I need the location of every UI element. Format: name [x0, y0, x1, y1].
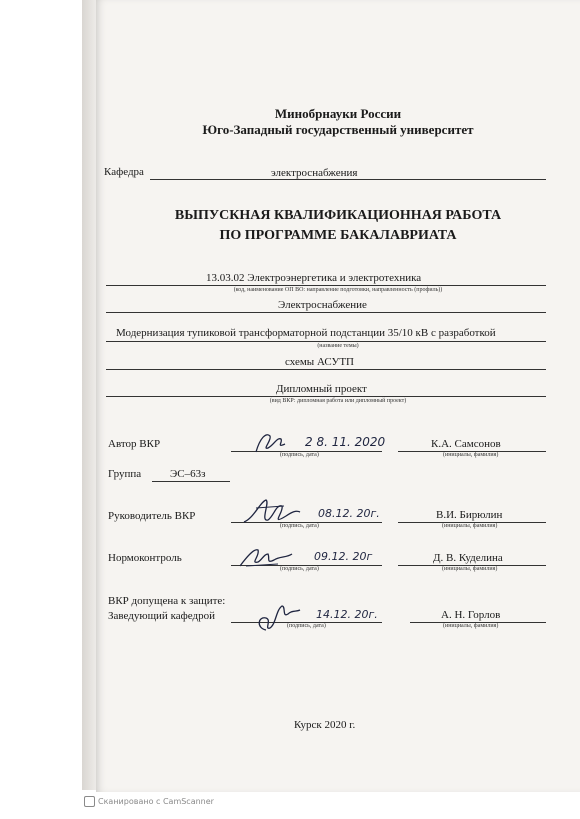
program-profile: Электроснабжение [278, 299, 367, 311]
normcontrol-name: Д. В. Куделина [433, 552, 503, 564]
topic-underline-2 [106, 369, 546, 370]
normcontrol-date: 09.12. 20г [314, 550, 373, 563]
camscanner-icon [84, 796, 95, 807]
head-signature [252, 600, 302, 636]
author-date: 2 8. 11. 2020 [305, 435, 386, 449]
program-caption: (код, наименование ОП ВО: направление подготовки, направленность (профиль)) [233, 287, 443, 293]
normcontrol-name-caption: (инициалы, фамилия) [442, 566, 498, 572]
work-type-value: Дипломный проект [276, 383, 367, 395]
city-year: Курск 2020 г. [294, 719, 356, 731]
work-type-underline [106, 396, 546, 397]
program-underline [106, 285, 546, 286]
topic-line2: схемы АСУТП [285, 356, 354, 368]
university-name: Юго-Западный государственный университет [202, 122, 474, 137]
supervisor-name-caption: (инициалы, фамилия) [442, 523, 498, 529]
author-sign-caption: (подпись, дата) [280, 452, 319, 458]
department-value: электроснабжения [271, 167, 358, 179]
scanner-watermark [84, 796, 214, 807]
profile-underline [106, 312, 546, 313]
department-label: Кафедра [104, 166, 144, 178]
topic-line1: Модернизация тупиковой трансформаторной подстанции 35/10 кВ с разработкой [116, 327, 496, 339]
ministry-name: Минобрнауки России [274, 106, 402, 121]
admission-name-caption: (инициалы, фамилия) [443, 623, 499, 629]
head-name: А. Н. Горлов [441, 609, 501, 621]
topic-caption: (название темы) [317, 343, 359, 349]
head-of-department-label: Заведующий кафедрой [108, 610, 215, 622]
doc-title-line2: ПО ПРОГРАММЕ БАКАЛАВРИАТА [219, 228, 457, 243]
scanner-text: Сканировано с CamScanner [98, 797, 214, 806]
normcontrol-sign-caption: (подпись, дата) [280, 566, 319, 572]
supervisor-label: Руководитель ВКР [108, 510, 196, 522]
program-code-name: 13.03.02 Электроэнергетика и электротехника [206, 272, 422, 284]
group-label: Группа [108, 468, 142, 480]
supervisor-sign-caption: (подпись, дата) [280, 523, 319, 529]
group-value: ЭС–63з [170, 468, 206, 480]
work-type-caption: (вид ВКР: дипломная работа или дипломный проект) [269, 398, 407, 404]
supervisor-date: 08.12. 20г. [318, 507, 380, 520]
group-underline [152, 481, 230, 482]
author-label: Автор ВКР [108, 438, 161, 450]
admission-label: ВКР допущена к защите: [108, 595, 226, 607]
author-name-caption: (инициалы, фамилия) [443, 452, 499, 458]
author-name: К.А. Самсонов [431, 438, 501, 450]
admission-sign-caption: (подпись, дата) [287, 623, 326, 629]
department-underline [150, 179, 546, 180]
topic-underline-1 [106, 341, 546, 342]
supervisor-name: В.И. Бирюлин [436, 509, 503, 521]
normcontrol-label: Нормоконтроль [108, 552, 182, 564]
admission-date: 14.12. 20г. [316, 608, 378, 621]
doc-title-line1: ВЫПУСКНАЯ КВАЛИФИКАЦИОННАЯ РАБОТА [174, 208, 502, 223]
